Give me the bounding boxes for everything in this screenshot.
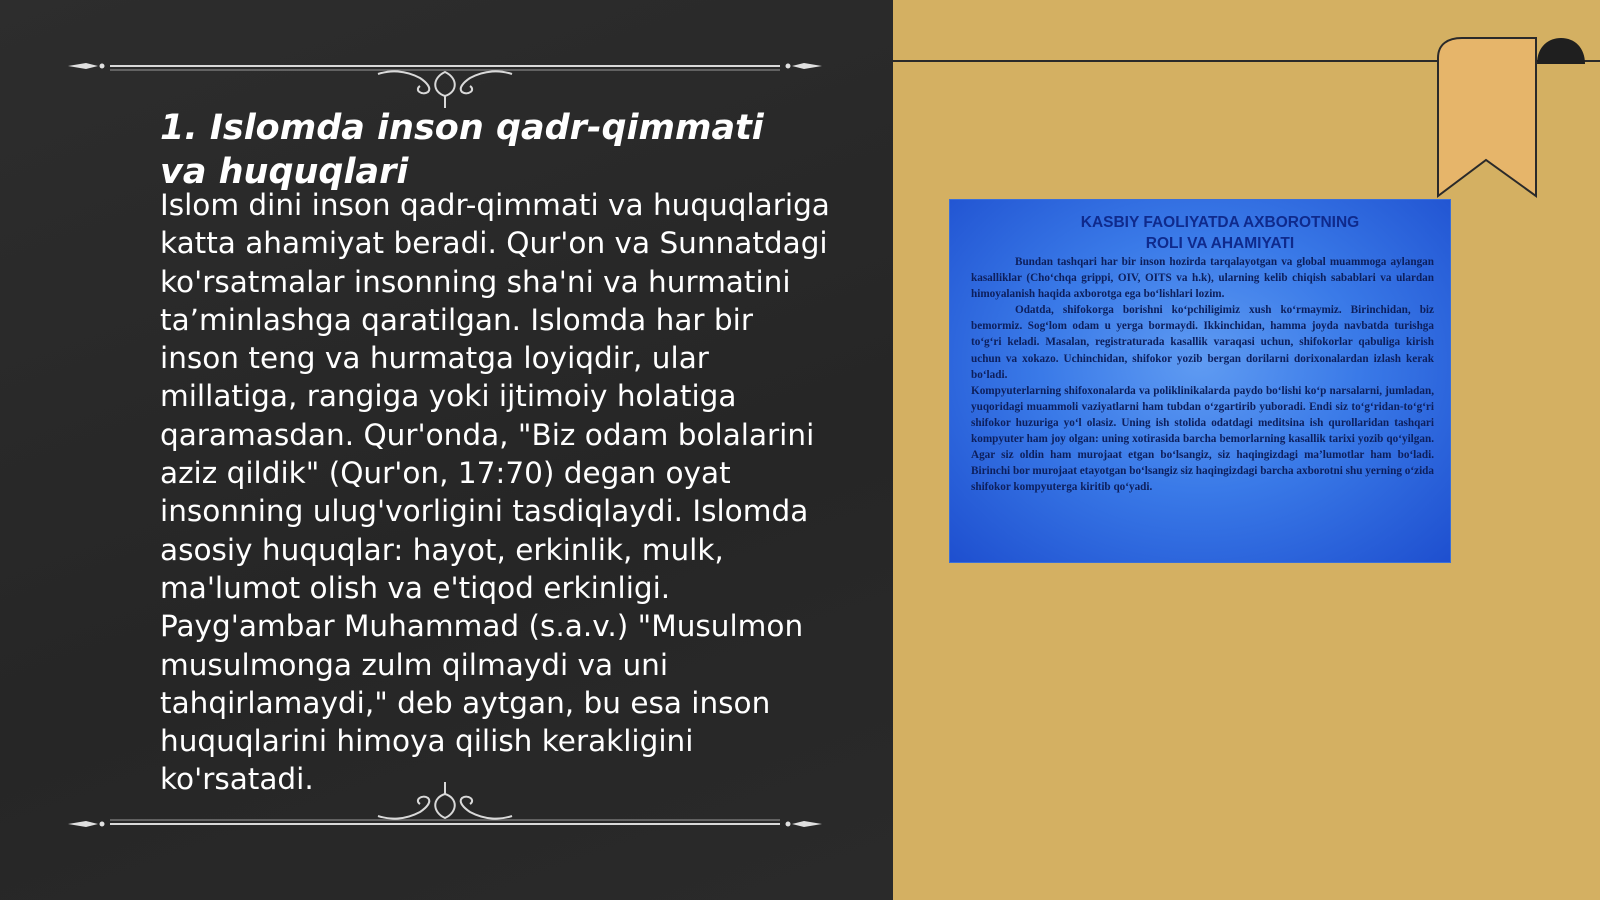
- bookmark-ribbon-icon: [1436, 36, 1540, 198]
- embedded-document-image: [950, 200, 1450, 562]
- card-heading-line-2: ROLI VA AHAMIYATI: [1145, 235, 1295, 252]
- card-heading-line-1: KASBIY FAOLIYATDA AXBOROTNING: [1080, 214, 1360, 231]
- bookmark-fold-icon: [1535, 36, 1587, 66]
- card-paragraph-2: Odatda, shifokorga borishni ko‘pchiligimiz xush ko‘rmaymiz. Birinchidan, biz bemormiz. Sog‘lom odam u yerga bormaydi. Ikkinchidan, hamma joyda navbatda turishga to‘g‘ri keladi. Masalan, registraturada kasallik varaqasi uchun, shifokorlar qabuliga kirish uchun va xokazo. Uchinchidan, shifokor yozib bergan dorilarni dorixonalardan izlash kerak bo‘ladi.: [971, 304, 1434, 381]
- card-paragraph-1: Bundan tashqari har bir inson hozirda tarqalayotgan va global muammoga aylangan kasalliklar (Cho‘chqa grippi, OIV, OITS va h.k), ularning kelib chiqish sabablari va ulardan himoyalanish haqida axborotga ega bo‘lishlari lozim.: [971, 256, 1434, 301]
- card-paragraph-3: Kompyuterlarning shifoxonalarda va poliklinikalarda paydo bo‘lishi ko‘p narsalarni, jumladan, yuqoridagi muammoli vaziyatlarni ham tubdan o‘zgartirib yuboradi. Endi siz to‘g‘ridan-to‘g‘ri shifokor huzuriga yo‘l olasiz. Uning ish stolida odatdagi meditsina ish qurollaridan tashqari kompyuter ham joy olgan: uning xotirasida barcha bemorlarning kasallik tarixi yozib qo‘yilgan. Agar siz oldin ham murojaat etgan bo‘lsangiz, siz haqingizdagi ma’lumotlar ham bo‘ladi. Birinchi bor murojaat etayotgan bo‘lsangiz siz haqingizdagi barcha axborotni shu yerning o‘zida shifokor kompyuterga kiritib qo‘yadi.: [971, 384, 1434, 494]
- card-heading: [950, 212, 1450, 254]
- bottom-ornament-icon: [60, 770, 830, 830]
- slide-title: 1. Islomda inson qadr-qimmati va huquqlari: [160, 108, 764, 192]
- top-ornament-icon: [60, 48, 830, 108]
- slide-body-text: Islom dini inson qadr-qimmati va huquqlariga katta ahamiyat beradi. Qur'on va Sunnatdagi ko'rsatmalar insonning sha'ni va hurmatini ta’minlashga qaratilgan. Islomda har bir inson teng va hurmatga loyiqdir, ular millatiga, rangiga yoki ijtimoiy holatiga qaramasdan. Qur'onda, "Biz odam bolalarini aziz qildik" (Qur'on, 17:70) degan oyat insonning ulug'vorligini tasdiqlaydi. Islomda asosiy huquqlar: hayot, erkinlik, mulk, ma'lumot olish va e'tiqod erkinligi. Payg'ambar Muhammad (s.a.v.) "Musulmon musulmonga zulm qilmaydi va uni tahqirlamaydi," deb aytgan, bu esa inson huquqlarini himoya qilish kerakligini ko'rsatadi.: [160, 188, 830, 797]
